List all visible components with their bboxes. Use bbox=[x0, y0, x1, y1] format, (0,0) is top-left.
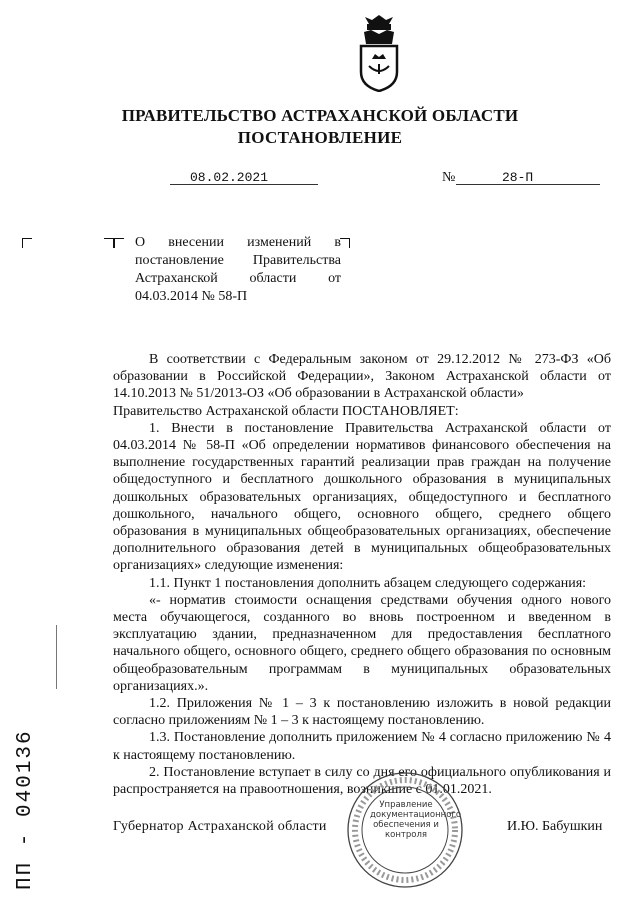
corner-bracket-subject-end bbox=[340, 238, 350, 248]
number-sign: № bbox=[442, 170, 456, 185]
number-underline bbox=[456, 184, 600, 185]
corner-bracket-left bbox=[22, 238, 32, 248]
item-1-paragraph: 1. Внести в постановление Правительства Астраханской области от 04.03.2014 № 58-П «Об определении нормативов финансового обеспечения на выполнение государственных гарантий реализации прав граждан на получение общедоступного и бесплатного дошкольного образования в муниципальных дошкольных образовательных организациях, общедоступного и бесплатного дошкольного, начального общего, основного общего, среднего общего образования в муниципальных общеобразовательных организациях, обеспечение дополнительного образования детей в муниципальных общеобразовательных организациях» следующие изменения: bbox=[113, 420, 611, 574]
resolution-paragraph: Правительство Астраханской области ПОСТАНОВЛЯЕТ: bbox=[113, 403, 459, 419]
organization-title: ПРАВИТЕЛЬСТВО АСТРАХАНСКОЙ ОБЛАСТИ bbox=[121, 106, 519, 125]
item-1-2-paragraph: 1.2. Приложения № 1 – 3 к постановлению изложить в новой редакции согласно приложениям № 1 – 3 к настоящему постановлению. bbox=[113, 696, 611, 729]
date-underline bbox=[170, 184, 318, 185]
item-1-1-quote-paragraph: «- норматив стоимости оснащения средствами обучения одного нового места обучающегося, созданного во вновь построенном и введенном в эксплуатацию здании, предназначенном для предоставления бесплатного начального общего, основного общего, среднего общего образования по основным общеобразовательным программам в муниципальных образовательных организациях.». bbox=[113, 592, 611, 694]
form-serial-number: ПП - 040136 bbox=[14, 729, 37, 890]
document-subject: О внесении изменений в постановление Правительства Астраханской области от 04.03.2014 № 58-П bbox=[135, 235, 341, 304]
coat-of-arms-emblem bbox=[355, 14, 403, 92]
signatory-role: Губернатор Астраханской области bbox=[113, 819, 327, 834]
document-type-title: ПОСТАНОВЛЕНИЕ bbox=[237, 128, 403, 147]
corner-bracket-subject-start bbox=[114, 238, 124, 248]
item-2-paragraph: 2. Постановление вступает в силу со дня его официального опубликования и распространяется на правоотношения, возникшие с 01.01.2021. bbox=[113, 764, 611, 798]
preamble-paragraph: В соответствии с Федеральным законом от 29.12.2012 № 273-ФЗ «Об образовании в Российской Федерации», Законом Астраханской области от 14.10.2013 № 51/2013-ОЗ «Об образовании в Астраханской области» bbox=[113, 352, 611, 402]
document-body bbox=[113, 351, 611, 798]
document-number: 28-П bbox=[502, 170, 534, 185]
item-1-1-paragraph: 1.1. Пункт 1 постановления дополнить абзацем следующего содержания: bbox=[149, 575, 587, 591]
stamp-center-text: Управление документационного обеспечения и контроля bbox=[370, 800, 462, 840]
margin-mark bbox=[56, 625, 57, 689]
signatory-name: И.Ю. Бабушкин bbox=[507, 819, 603, 834]
item-1-3-paragraph: 1.3. Постановление дополнить приложением № 4 согласно приложению № 4 к настоящему постановлению. bbox=[113, 730, 611, 763]
corner-bracket-left-end bbox=[104, 238, 114, 248]
document-date: 08.02.2021 bbox=[190, 170, 269, 185]
